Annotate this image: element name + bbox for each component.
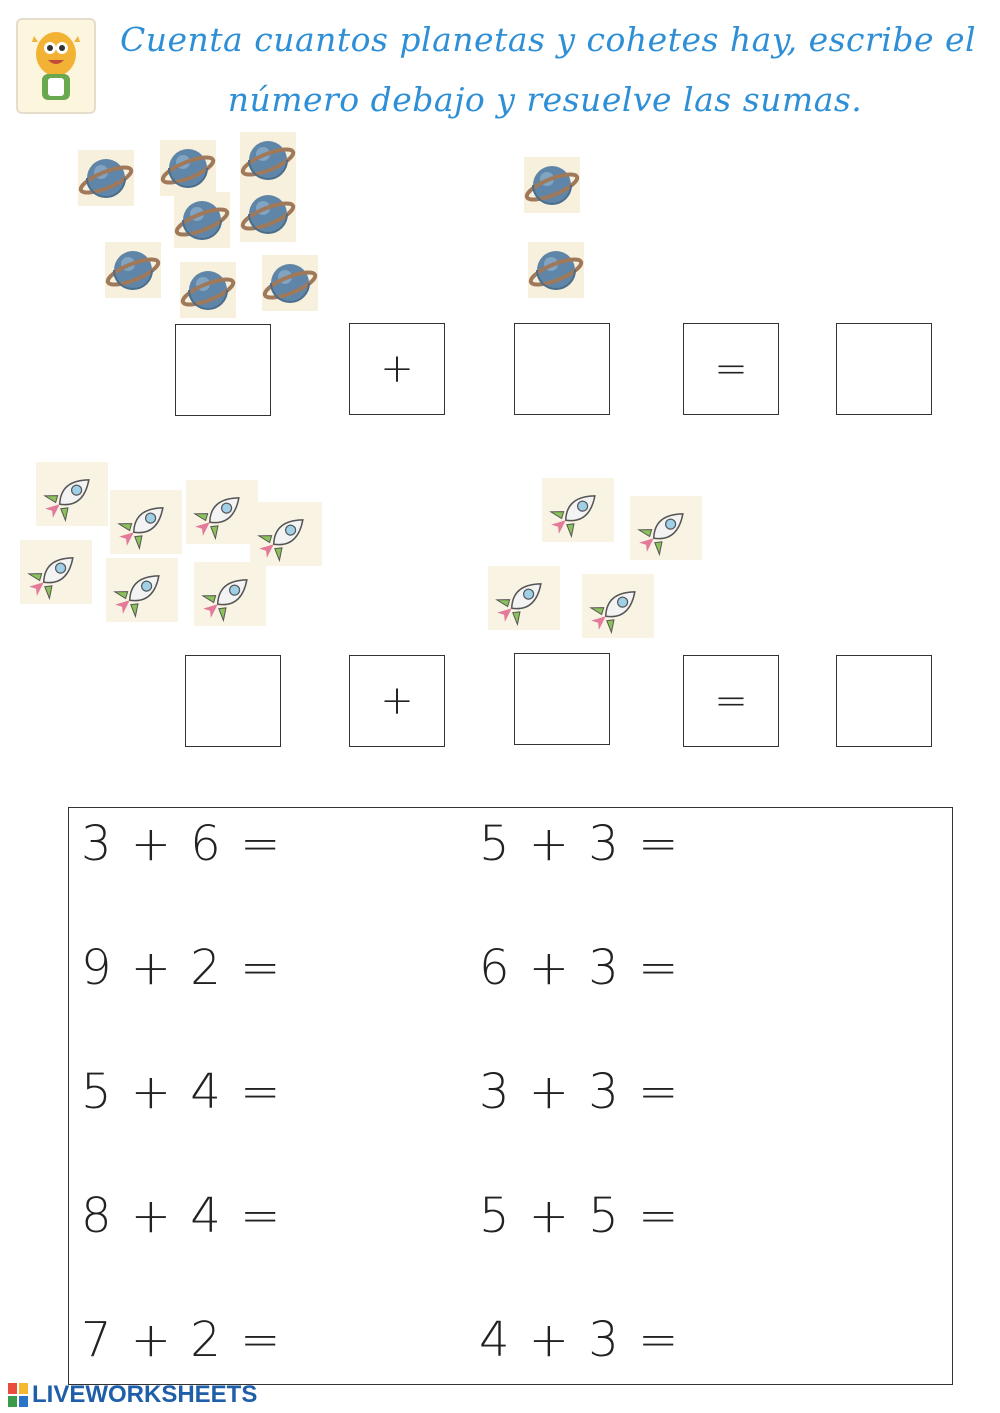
sum-left-2[interactable]: 9 + 2 = <box>81 940 283 996</box>
sum-right-4[interactable]: 5 + 5 = <box>479 1188 681 1244</box>
sum-left-3[interactable]: 5 + 4 = <box>81 1064 283 1120</box>
rocket-icon <box>488 566 560 630</box>
rocket-icon <box>542 478 614 542</box>
planet-icon <box>528 242 584 298</box>
rocket-icon <box>20 540 92 604</box>
instruction-line-2: número debajo y resuelve las sumas. <box>227 80 863 119</box>
planet-icon <box>180 262 236 318</box>
planet-icon <box>524 157 580 213</box>
rocket-icon <box>106 558 178 622</box>
planet-icon <box>174 192 230 248</box>
liveworksheets-logo-icon <box>8 1383 28 1407</box>
planet-icon <box>240 132 296 188</box>
sum-left-1[interactable]: 3 + 6 = <box>81 816 283 872</box>
answer-box-total[interactable] <box>836 655 932 747</box>
planet-icon <box>160 140 216 196</box>
rocket-icon <box>582 574 654 638</box>
equals-sign-box: = <box>683 323 779 415</box>
answer-box-count-b[interactable] <box>514 653 610 745</box>
sum-left-4[interactable]: 8 + 4 = <box>81 1188 283 1244</box>
rocket-icon <box>250 502 322 566</box>
planet-icon <box>262 255 318 311</box>
rocket-icon <box>36 462 108 526</box>
rocket-icon <box>194 562 266 626</box>
sum-right-5[interactable]: 4 + 3 = <box>479 1312 681 1368</box>
instruction-line-1: Cuenta cuantos planetas y cohetes hay, escribe el <box>120 20 977 59</box>
sum-right-2[interactable]: 6 + 3 = <box>479 940 681 996</box>
equals-sign-box: = <box>683 655 779 747</box>
plus-sign-box: + <box>349 655 445 747</box>
answer-box-count-a[interactable] <box>175 324 271 416</box>
liveworksheets-watermark <box>8 1380 257 1410</box>
sum-right-1[interactable]: 5 + 3 = <box>479 816 681 872</box>
planet-icon <box>78 150 134 206</box>
rocket-icon <box>630 496 702 560</box>
watermark-text: LIVEWORKSHEETS <box>32 1381 258 1408</box>
sum-left-5[interactable]: 7 + 2 = <box>81 1312 283 1368</box>
sum-right-3[interactable]: 3 + 3 = <box>479 1064 681 1120</box>
planet-icon <box>105 242 161 298</box>
answer-box-total[interactable] <box>836 323 932 415</box>
rocket-icon <box>186 480 258 544</box>
answer-box-count-a[interactable] <box>185 655 281 747</box>
plus-sign-box: + <box>349 323 445 415</box>
sums-panel <box>68 807 953 1385</box>
monster-logo <box>18 20 94 112</box>
rocket-icon <box>110 490 182 554</box>
planet-icon <box>240 186 296 242</box>
answer-box-count-b[interactable] <box>514 323 610 415</box>
